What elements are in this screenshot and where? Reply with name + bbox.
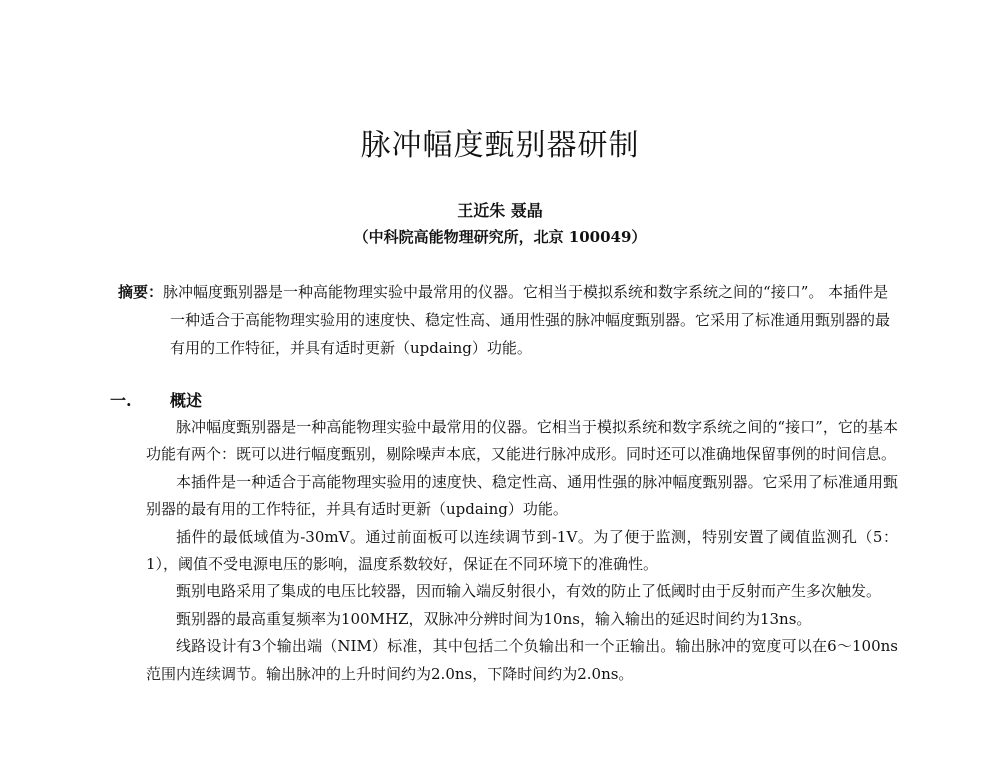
section-title: 概述 (170, 391, 203, 410)
section-body (146, 414, 898, 688)
section-number: 一. (110, 391, 132, 410)
abstract-label: 摘要： (118, 283, 164, 301)
body-paragraph: 插件的最低域值为-30mV。通过前面板可以连续调节到-1V。为了便于监测，特别安置了阈值监测孔（5：1），阈值不受电源电压的影响，温度系数较好，保证在不同环境下的准确性。 (146, 527, 898, 574)
abstract (118, 278, 900, 362)
body-paragraph: 甄别电路采用了集成的电压比较器，因而输入端反射很小，有效的防止了低阈时由于反射而产生多次触发。 (176, 582, 882, 601)
body-paragraph: 本插件是一种适合于高能物理实验用的速度快、稳定性高、通用性强的脉冲幅度甄别器。它采用了标准通用甄别器的最有用的工作特征，并具有适时更新（updaing）功能。 (146, 472, 898, 519)
paper-authors: 王近朱 聂晶 (457, 201, 543, 220)
abstract-paragraph (118, 278, 900, 362)
paper-affiliation: （中科院高能物理研究所，北京 100049） (353, 228, 647, 246)
abstract-text: 脉冲幅度甄别器是一种高能物理实验中最常用的仪器。它相当于模拟系统和数字系统之间的“接口”。 本插件是一种适合于高能物理实验用的速度快、稳定性高、通用性强的脉冲幅度甄别器。它采用了标准通用甄别器的最有用的工作特征，并具有适时更新（updaing）功能。 (163, 283, 891, 357)
body-paragraph: 线路设计有3个输出端（NIM）标准，其中包括二个负输出和一个正输出。输出脉冲的宽度可以在6～100ns范围内连续调节。输出脉冲的上升时间约为2.0ns，下降时间约为2.0ns。 (146, 637, 898, 683)
paper-title: 脉冲幅度甄别器研制 (360, 128, 640, 163)
section-heading (110, 388, 202, 411)
body-paragraph: 脉冲幅度甄别器是一种高能物理实验中最常用的仪器。它相当于模拟系统和数字系统之间的“接口”，它的基本功能有两个：既可以进行幅度甄别，剔除噪声本底，又能进行脉冲成形。同时还可以准确地保留事例的时间信息。 (146, 418, 898, 464)
body-paragraph: 甄别器的最高重复频率为100MHZ，双脉冲分辨时间为10ns，输入输出的延迟时间约为13ns。 (176, 609, 812, 628)
